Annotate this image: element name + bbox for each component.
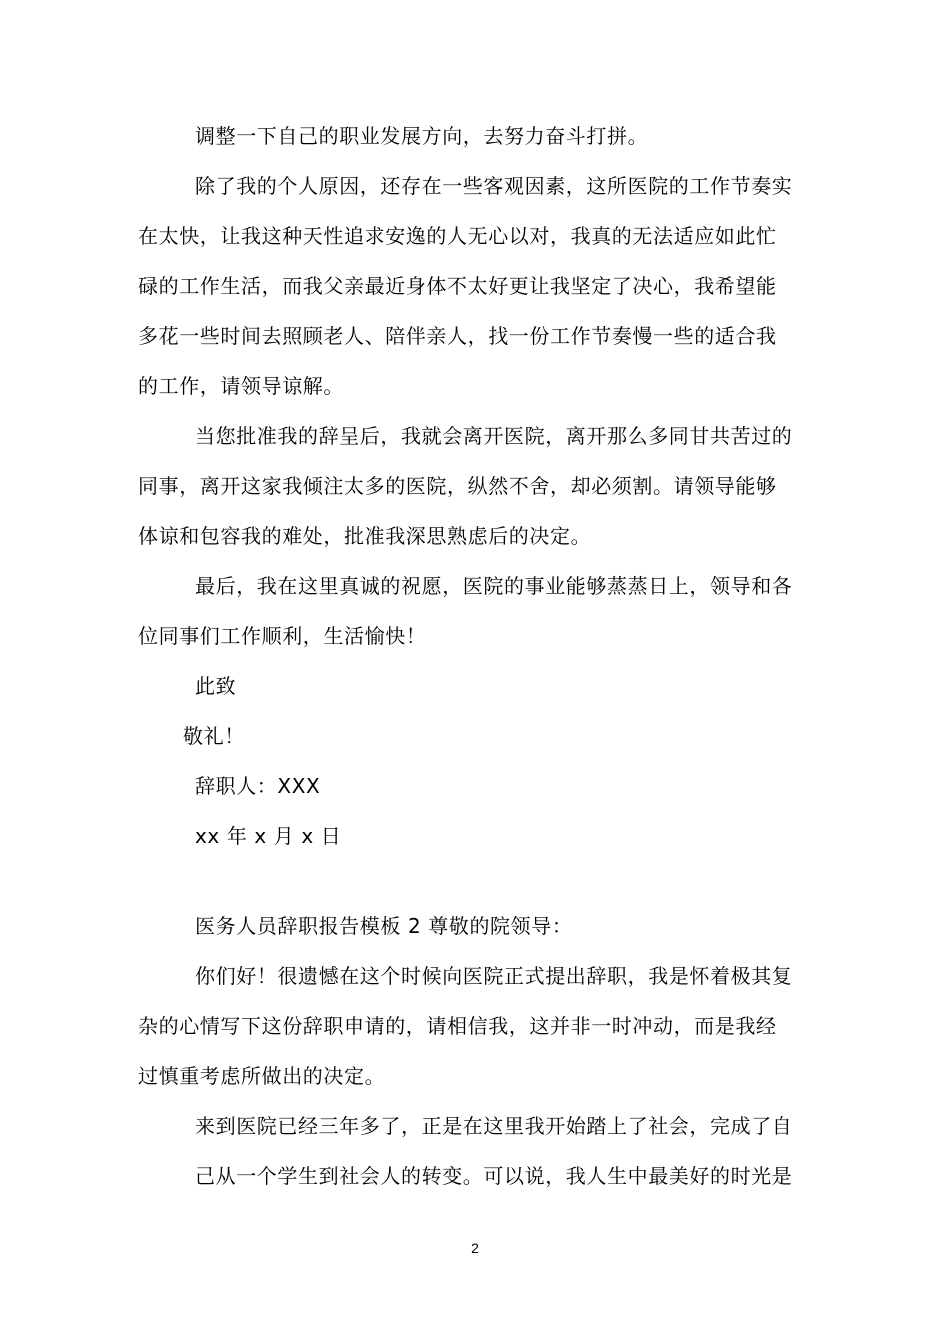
paragraph-line: 来到医院已经三年多了，正是在这里我开始踏上了社会，完成了自 (195, 1114, 793, 1138)
paragraph-line: 多花一些时间去照顾老人、陪伴亲人，找一份工作节奏慢一些的适合我 (138, 324, 777, 348)
signature-name: 辞职人：XXX (195, 774, 321, 798)
page-number: 2 (471, 1240, 479, 1256)
paragraph-line: 调整一下自己的职业发展方向，去努力奋斗打拼。 (195, 124, 649, 148)
paragraph-line: 位同事们工作顺利，生活愉快！ (138, 624, 427, 648)
body-text-bottom (138, 901, 828, 1201)
paragraph-line: 当您批准我的辞呈后，我就会离开医院，离开那么多同甘共苦过的 (195, 424, 793, 448)
paragraph-line: 体谅和包容我的难处，批准我深思熟虑后的决定。 (138, 524, 592, 548)
paragraph-line: 碌的工作生活，而我父亲最近身体不太好更让我坚定了决心，我希望能 (138, 274, 777, 298)
paragraph-line: 杂的心情写下这份辞职申请的，请相信我，这并非一时冲动，而是我经 (138, 1014, 777, 1038)
paragraph-line: 在太快，让我这种天性追求安逸的人无心以对，我真的无法适应如此忙 (138, 224, 777, 248)
paragraph-line: 最后，我在这里真诚的祝愿，医院的事业能够蒸蒸日上，领导和各 (195, 574, 793, 598)
section-heading: 医务人员辞职报告模板 2 尊敬的院领导： (195, 914, 573, 938)
closing-regards: 敬礼！ (183, 724, 245, 748)
paragraph-line: 同事，离开这家我倾注太多的医院，纵然不舍，却必须割。请领导能够 (138, 474, 777, 498)
closing-salutation: 此致 (195, 674, 237, 698)
paragraph-line: 的工作，请领导谅解。 (138, 374, 344, 398)
paragraph-line: 除了我的个人原因，还存在一些客观因素，这所医院的工作节奏实 (195, 174, 793, 198)
body-text-top (138, 111, 828, 861)
paragraph-line: 过慎重考虑所做出的决定。 (138, 1064, 386, 1088)
paragraph-line: 己从一个学生到社会人的转变。可以说，我人生中最美好的时光是 (195, 1164, 793, 1188)
signature-date: xx 年 x 月 x 日 (195, 824, 342, 848)
paragraph-line: 你们好！很遗憾在这个时候向医院正式提出辞职，我是怀着极其复 (195, 964, 793, 988)
